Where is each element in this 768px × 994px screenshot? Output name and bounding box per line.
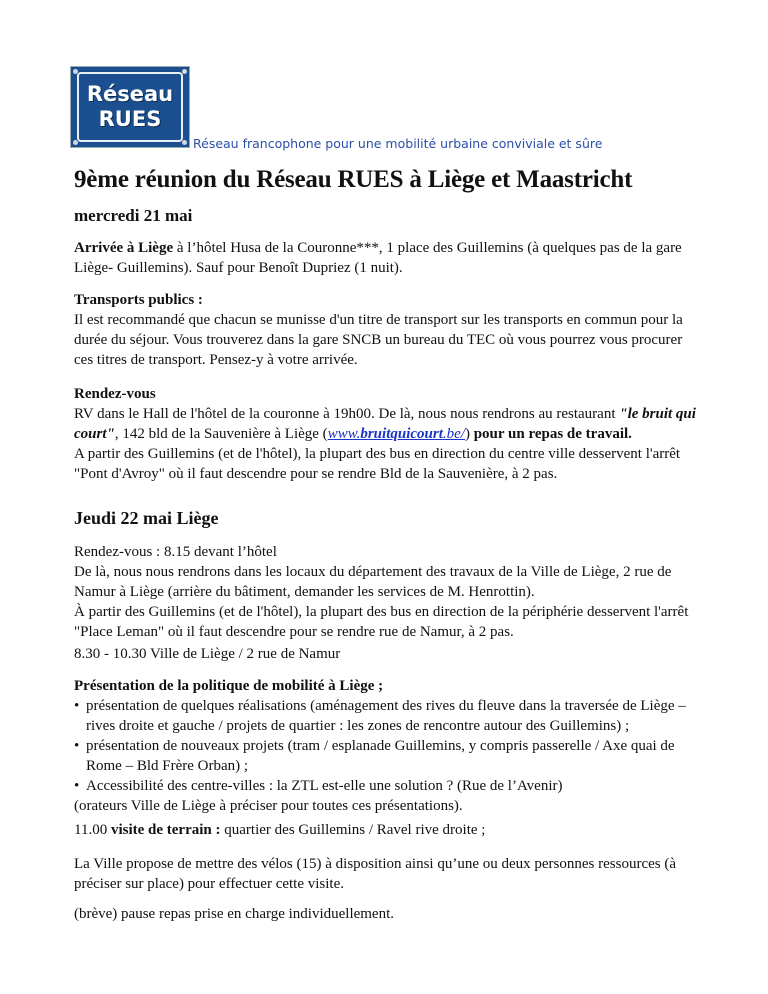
rdv-paragraph (74, 384, 704, 484)
presentation-block (74, 676, 704, 816)
link-post: .be/ (442, 426, 465, 442)
transport-text: Il est recommandé que chacun se munisse d'un titre de transport sur les transports en commun pour la durée du séjour. Vous trouverez dans la gare SNCB un bureau du TEC où vous pourrez vous procurer ces titres de transport. Pensez-y à votre arrivée. (74, 312, 683, 368)
day2-rdv-line2: De là, nous nous rendrons dans les locaux du département des travaux de la Ville de Liège, 2 rue de Namur à Liège (arrière du bâtiment, demander les services de M. Henrottin). (74, 564, 672, 600)
logo-line2: RUES (98, 107, 162, 131)
visit-paragraph (74, 820, 704, 840)
rdv-text-3: ) (464, 426, 474, 442)
tagline: Réseau francophone pour une mobilité urbaine conviviale et sûre (193, 136, 603, 151)
logo-sign (77, 72, 183, 142)
day2-rdv-line3: À partir des Guillemins (et de l'hôtel), la plupart des bus en direction de la périphérie desservent l'arrêt "Place Leman" où il faut descendre pour se rendre rue de Namur, à 2 pas. (74, 604, 689, 640)
transport-heading: Transports publics : (74, 292, 203, 308)
day2-heading: Jeudi 22 mai Liège (74, 508, 219, 528)
presentation-bullet-3: • Accessibilité des centre-villes : la ZTL est-elle une solution ? (Rue de l’Avenir) (74, 776, 704, 796)
visit-label: visite de terrain : (110, 822, 221, 838)
bikes-paragraph: La Ville propose de mettre des vélos (15) à disposition ainsi qu’une ou deux personnes ressources (à préciser sur place) pour effectuer cette visite. (74, 856, 677, 892)
page-title: 9ème réunion du Réseau RUES à Liège et Maastricht (74, 166, 633, 193)
arrival-paragraph (74, 238, 704, 278)
arrival-label: Arrivée à Liège (74, 240, 174, 256)
day2-rdv-line1: Rendez-vous : 8.15 devant l’hôtel (74, 544, 277, 560)
presentation-heading: Présentation de la politique de mobilité à Liège ; (74, 678, 384, 694)
transport-paragraph (74, 290, 704, 370)
rdv-text-2: , 142 bld de la Sauvenière à Liège ( (114, 426, 328, 442)
link-pre: www. (327, 426, 361, 442)
rdv-heading: Rendez-vous (74, 386, 156, 402)
link-bold: bruitquicourt (360, 426, 443, 442)
logo-line1: Réseau (86, 82, 174, 106)
arrival-text: à l’hôtel Husa de la Couronne***, 1 place des Guillemins (à quelques pas de la gare Liège- Guillemins). Sauf pour Benoît Dupriez (1 nuit). (74, 240, 682, 276)
screw-icon (182, 69, 187, 74)
lunch-paragraph: (brève) pause repas prise en charge individuellement. (74, 906, 395, 922)
visit-text: quartier des Guillemins / Ravel rive droite ; (220, 822, 486, 838)
rdv-text-4: A partir des Guillemins (et de l'hôtel), la plupart des bus en direction du centre ville desservent l'arrêt "Pont d'Avroy" où il faut descendre pour se rendre Bld de la Sauvenière, à 2 pas. (74, 446, 681, 482)
visit-time: 11.00 (74, 822, 111, 838)
reseau-rues-logo (70, 66, 190, 148)
screw-icon (182, 140, 187, 145)
orateurs-note: (orateurs Ville de Liège à préciser pour toutes ces présentations). (74, 798, 463, 814)
presentation-bullet-2: • présentation de nouveaux projets (tram / esplanade Guillemins, y compris passerelle / Axe quai de Rome – Bld Frère Orban) ; (74, 736, 704, 776)
restaurant-name: "le bruit qui court" (74, 406, 696, 442)
presentation-bullet-1: • présentation de quelques réalisations (aménagement des rives du fleuve dans la traversée de Liège – rives droite et gauche / projets de quartier : les zones de rencontre autour des Guillemins) ; (74, 696, 704, 736)
restaurant-link[interactable] (328, 426, 465, 442)
rdv-text-1: RV dans le Hall de l'hôtel de la couronne à 19h00. De là, nous nous rendrons au restaurant (74, 406, 620, 422)
day1-heading: mercredi 21 mai (74, 206, 193, 225)
schedule-1: 8.30 - 10.30 Ville de Liège / 2 rue de Namur (74, 646, 341, 662)
rdv-bold: pour un repas de travail. (473, 426, 632, 442)
day2-rdv-paragraph (74, 542, 704, 642)
